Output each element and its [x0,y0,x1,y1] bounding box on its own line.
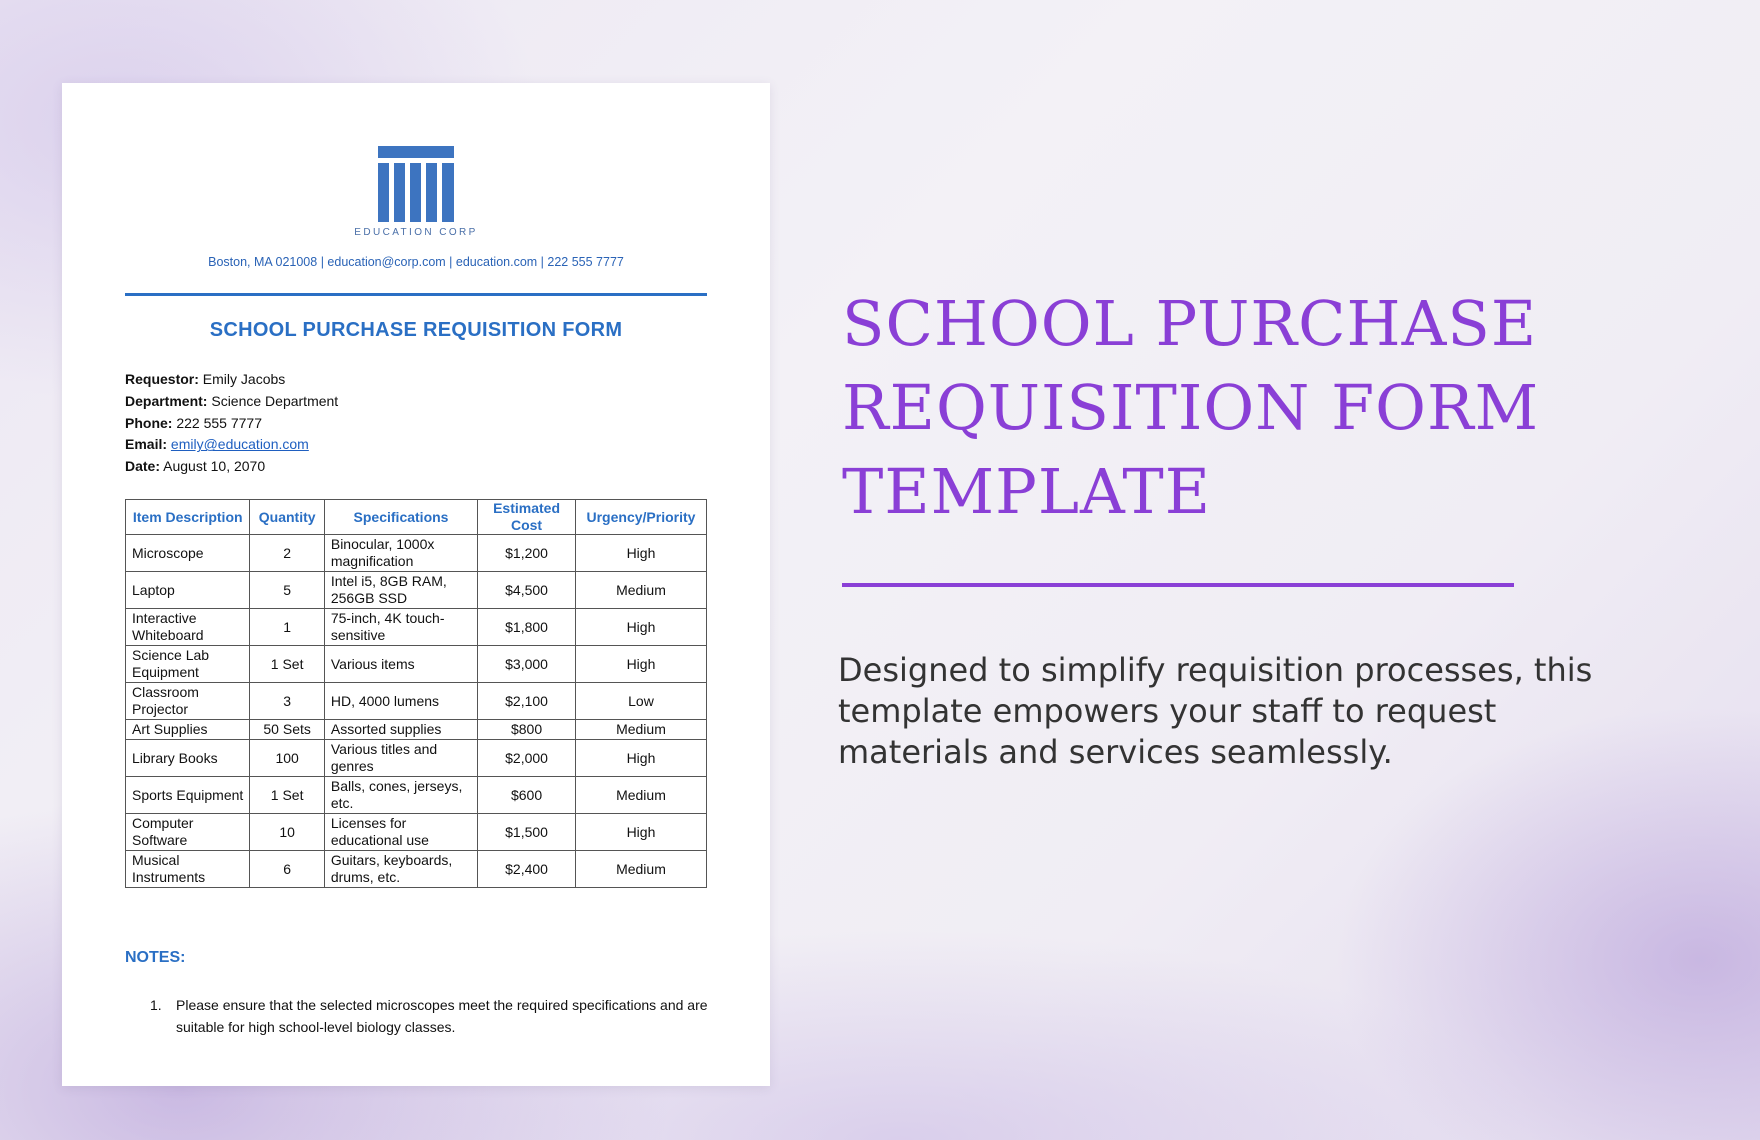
item-quantity: 1 Set [250,777,324,814]
item-description: Musical Instruments [126,851,250,888]
items-table [125,499,707,888]
document-preview [62,83,770,1086]
table-row [126,646,707,683]
item-specifications: Various titles and genres [324,740,477,777]
header-specifications: Specifications [324,500,477,535]
item-cost: $3,000 [478,646,576,683]
date-value: August 10, 2070 [163,458,266,475]
item-quantity: 1 [250,609,324,646]
item-cost: $1,500 [478,814,576,851]
note-text: Please ensure that the selected microscopes meet the required specifications and are suitable for high school-level biology classes. [176,997,708,1035]
item-priority: High [575,535,706,572]
item-cost: $800 [478,720,576,740]
item-priority: Medium [575,720,706,740]
item-specifications: 75-inch, 4K touch-sensitive [324,609,477,646]
item-specifications: Various items [324,646,477,683]
notes-heading: NOTES: [125,949,186,966]
table-row [126,851,707,888]
header-divider [125,293,707,296]
item-priority: High [575,814,706,851]
table-row [126,572,707,609]
header-estimated-cost: Estimated Cost [478,500,576,535]
item-description: Laptop [126,572,250,609]
department-label: Department: [125,392,208,409]
item-quantity: 6 [250,851,324,888]
item-priority: Medium [575,572,706,609]
item-priority: Medium [575,851,706,888]
education-corp-logo [378,146,454,222]
item-specifications: Licenses for educational use [324,814,477,851]
item-cost: $1,800 [478,609,576,646]
table-row [126,609,707,646]
item-description: Science Lab Equipment [126,646,250,683]
item-specifications: HD, 4000 lumens [324,683,477,720]
item-quantity: 10 [250,814,324,851]
item-cost: $2,400 [478,851,576,888]
promo-divider [842,583,1514,587]
item-quantity: 2 [250,535,324,572]
item-cost: $600 [478,777,576,814]
requestor-label: Requestor: [125,371,199,387]
item-description: Interactive Whiteboard [126,609,250,646]
phone-field [125,413,338,435]
item-description: Art Supplies [126,720,250,740]
table-row [126,683,707,720]
contact-line: Boston, MA 021008 | education@corp.com | education.com | 222 555 7777 [208,255,624,269]
item-cost: $2,000 [478,740,576,777]
item-priority: Low [575,683,706,720]
item-priority: High [575,646,706,683]
item-cost: $1,200 [478,535,576,572]
item-priority: Medium [575,777,706,814]
item-priority: High [575,740,706,777]
item-quantity: 1 Set [250,646,324,683]
item-cost: $4,500 [478,572,576,609]
item-specifications: Intel i5, 8GB RAM, 256GB SSD [324,572,477,609]
department-value: Science Department [211,392,339,409]
item-description: Library Books [126,740,250,777]
item-priority: High [575,609,706,646]
promo-description: Designed to simplify requisition processes, this template empowers your staff to request materials and services seamlessly. [838,651,1593,771]
email-label: Email: [125,436,168,453]
promo-headline: SCHOOL PURCHASE REQUISITION FORM TEMPLATE [842,287,1540,528]
phone-value: 222 555 7777 [176,414,262,431]
item-cost: $2,100 [478,683,576,720]
brand-name: EDUCATION CORP [354,227,478,238]
item-specifications: Guitars, keyboards, drums, etc. [324,851,477,888]
item-quantity: 5 [250,572,324,609]
requestor-value: Emily Jacobs [202,371,286,387]
department-field [125,391,338,413]
header-urgency-priority: Urgency/Priority [575,500,706,535]
item-quantity: 100 [250,740,324,777]
item-specifications: Balls, cones, jerseys, etc. [324,777,477,814]
item-description: Sports Equipment [126,777,250,814]
table-row [126,535,707,572]
table-row [126,720,707,740]
email-link[interactable]: emily@education.com [170,436,309,453]
item-quantity: 3 [250,683,324,720]
requestor-info [125,369,338,478]
table-row [126,814,707,851]
note-item [150,995,710,1038]
date-label: Date: [125,458,161,475]
header-item-description: Item Description [126,500,250,535]
note-number: 1. [150,997,162,1013]
table-row [126,777,707,814]
requestor-field [125,369,338,391]
item-description: Classroom Projector [126,683,250,720]
phone-label: Phone: [125,414,173,431]
item-description: Computer Software [126,814,250,851]
header-quantity: Quantity [250,500,324,535]
item-quantity: 50 Sets [250,720,324,740]
table-header-row [126,500,707,535]
table-row [126,740,707,777]
item-specifications: Assorted supplies [324,720,477,740]
date-field [125,456,338,478]
item-specifications: Binocular, 1000x magnification [324,535,477,572]
email-field [125,434,338,456]
item-description: Microscope [126,535,250,572]
form-title: SCHOOL PURCHASE REQUISITION FORM [209,319,623,341]
